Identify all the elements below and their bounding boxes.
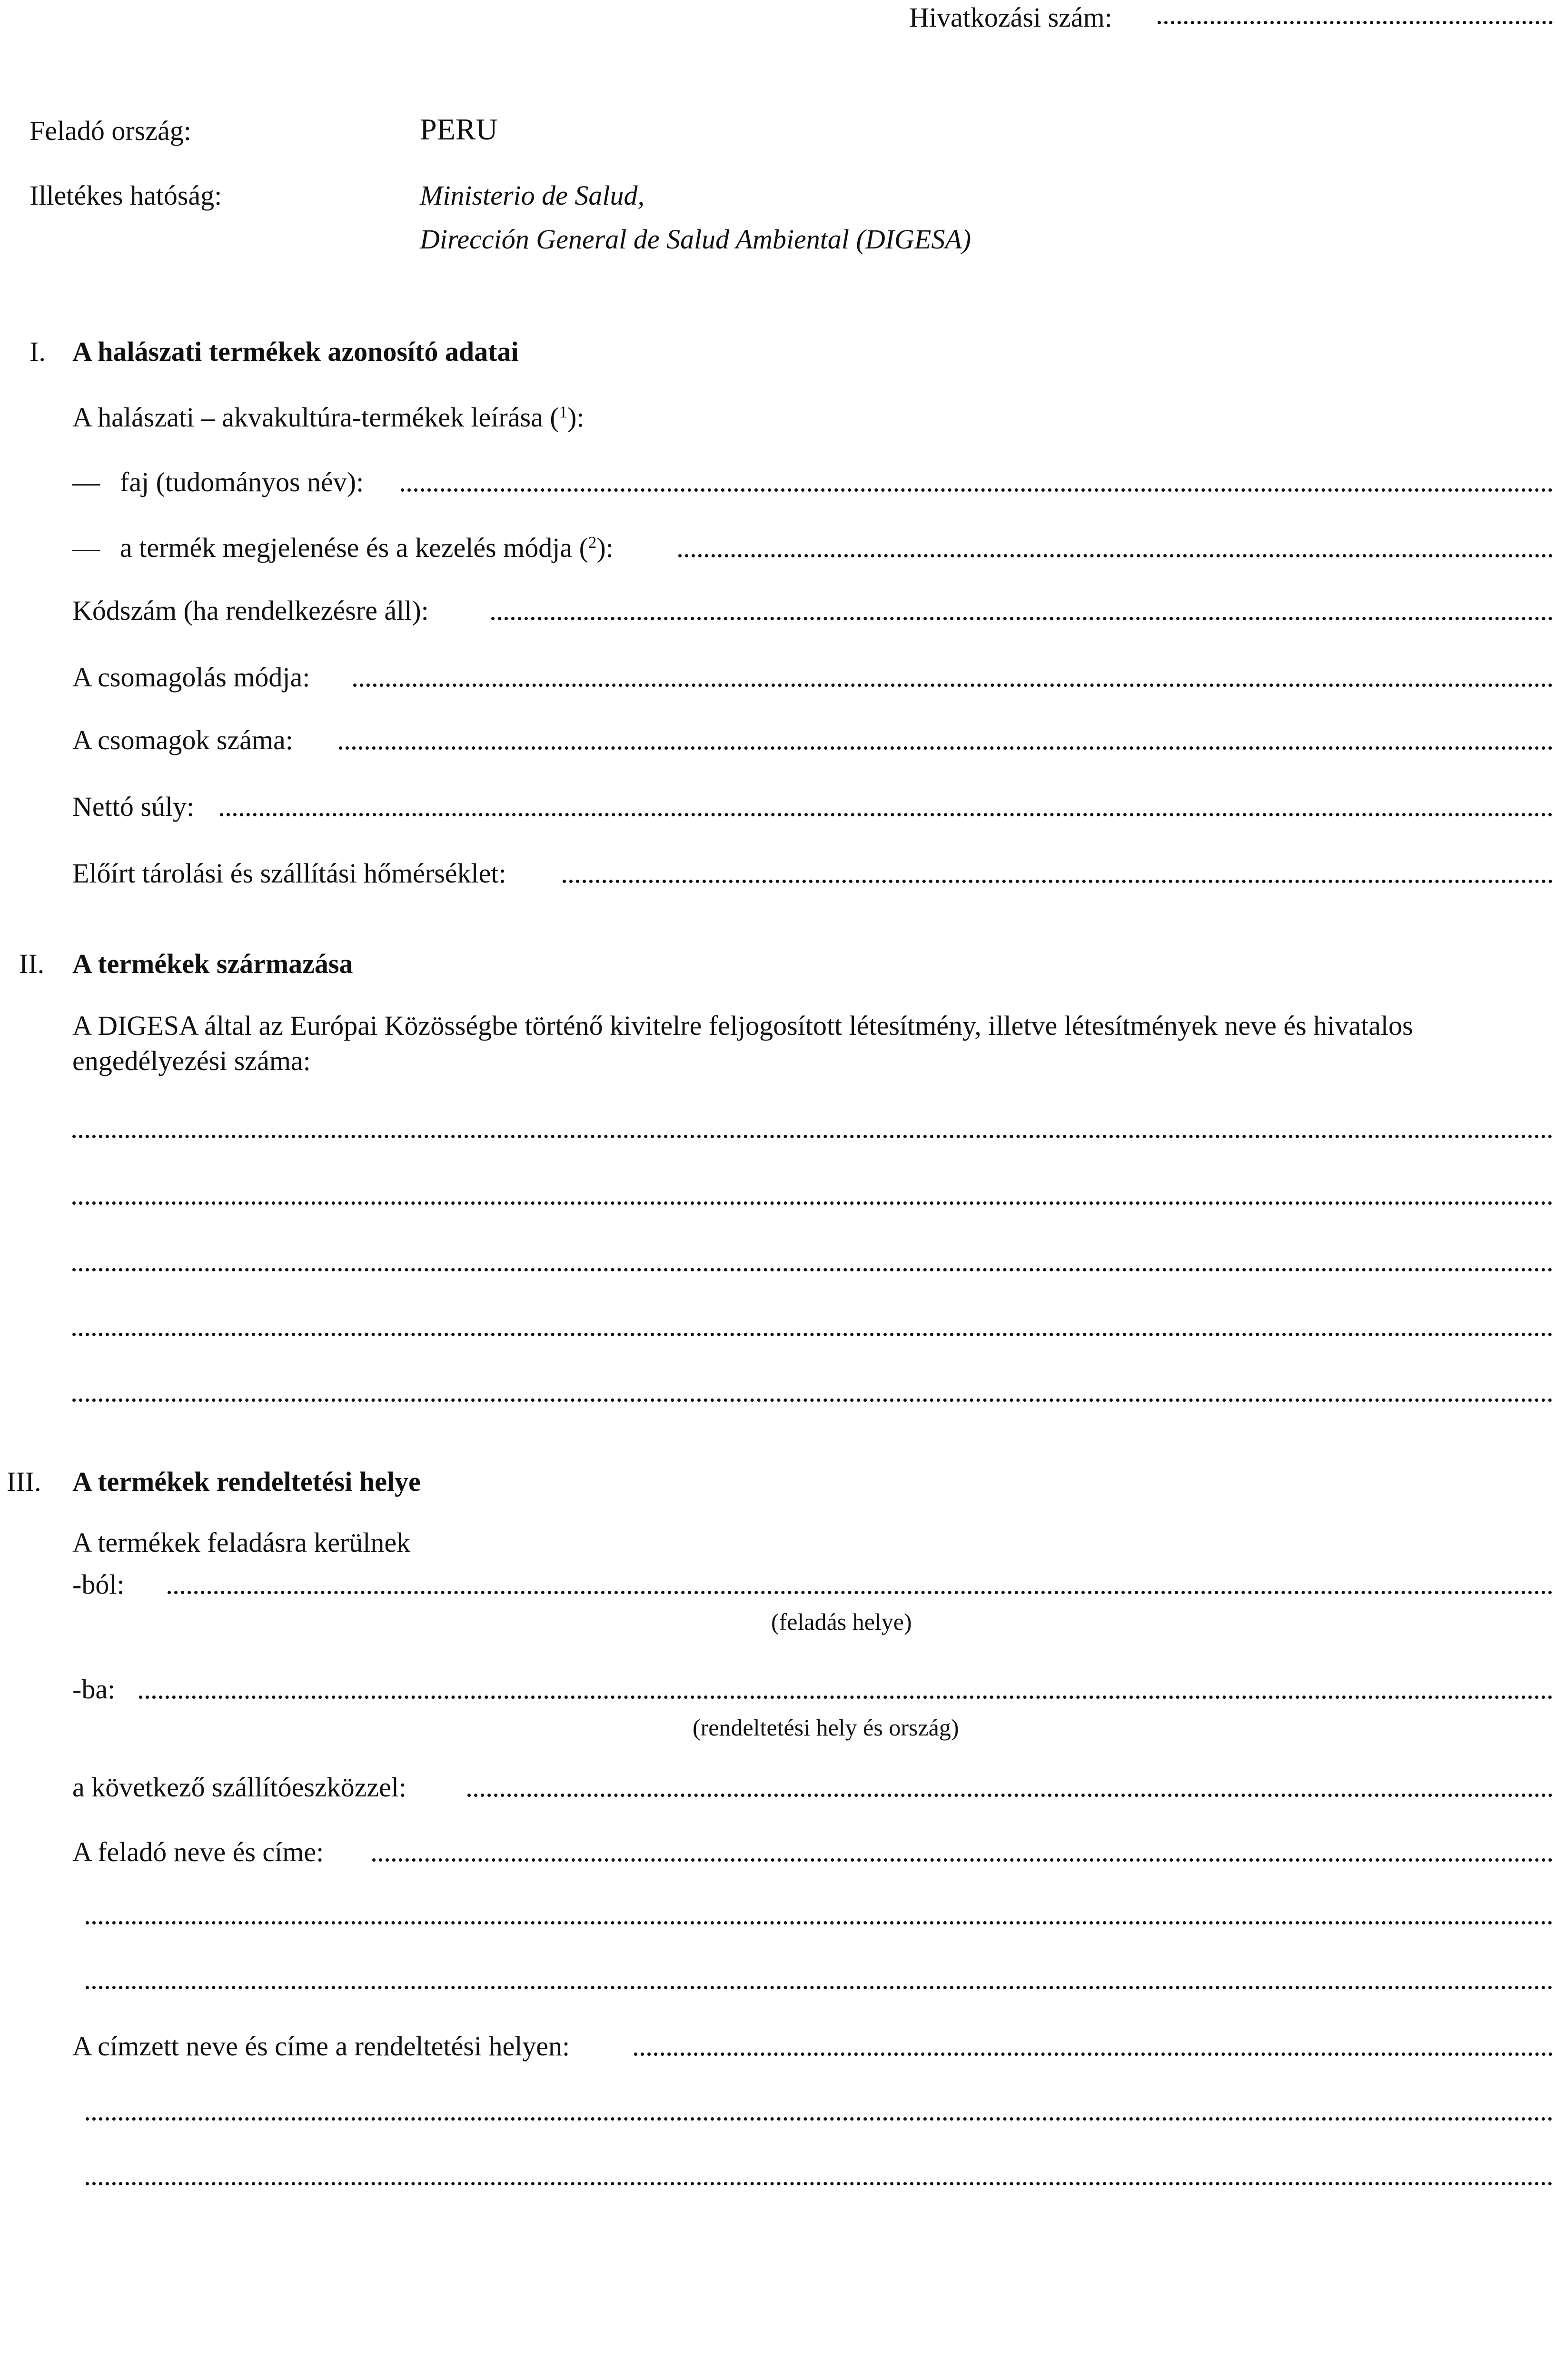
origin-field-line-3[interactable] bbox=[72, 1268, 1553, 1271]
transport-label: a következő szállítóeszközzel: bbox=[72, 1772, 407, 1803]
destination-intro: A termékek feladásra kerülnek bbox=[72, 1527, 411, 1558]
net-weight-field[interactable] bbox=[220, 813, 1553, 816]
consignee-field-line-1[interactable] bbox=[634, 2053, 1553, 2056]
from-field[interactable] bbox=[168, 1591, 1553, 1594]
transport-field[interactable] bbox=[467, 1794, 1553, 1797]
packaging-field[interactable] bbox=[353, 684, 1553, 687]
presentation-label: a termék megjelenése és a kezelés módja ($^2$): bbox=[120, 532, 614, 563]
reference-field[interactable] bbox=[1158, 21, 1553, 24]
consignor-field-line-2[interactable] bbox=[86, 1921, 1553, 1924]
origin-field-line-2[interactable] bbox=[72, 1201, 1553, 1205]
presentation-dash: — bbox=[72, 532, 100, 563]
to-field[interactable] bbox=[139, 1696, 1553, 1699]
temperature-field[interactable] bbox=[563, 880, 1553, 883]
temperature-label: Előírt tárolási és szállítási hőmérséklet: bbox=[72, 858, 506, 889]
sender-country-label: Feladó ország: bbox=[30, 115, 191, 146]
section-3-title: A termékek rendeltetési helye bbox=[72, 1466, 421, 1497]
to-label: -ba: bbox=[72, 1674, 116, 1705]
packages-label: A csomagok száma: bbox=[72, 724, 293, 755]
consignor-field-line-1[interactable] bbox=[372, 1858, 1553, 1862]
species-label: faj (tudományos név): bbox=[120, 466, 364, 497]
presentation-field[interactable] bbox=[678, 554, 1553, 557]
section-3-number: III. bbox=[7, 1466, 41, 1497]
origin-text-line-2: engedélyezési száma: bbox=[72, 1045, 311, 1076]
consignee-field-line-2[interactable] bbox=[86, 2117, 1553, 2121]
origin-field-line-1[interactable] bbox=[72, 1135, 1553, 1138]
consignor-field-line-3[interactable] bbox=[86, 1986, 1553, 1989]
species-field[interactable] bbox=[401, 488, 1553, 492]
code-label: Kódszám (ha rendelkezésre áll): bbox=[72, 595, 429, 626]
code-field[interactable] bbox=[491, 617, 1553, 620]
from-caption: (feladás helye) bbox=[771, 1608, 912, 1635]
net-weight-label: Nettó súly: bbox=[72, 791, 195, 822]
section-1-number: I. bbox=[30, 336, 46, 367]
section-2-number: II. bbox=[19, 948, 45, 979]
consignee-label: A címzett neve és címe a rendeltetési helyen: bbox=[72, 2031, 570, 2062]
to-caption: (rendeltetési hely és ország) bbox=[693, 1714, 959, 1741]
section-2-title: A termékek származása bbox=[72, 948, 353, 979]
consignee-field-line-3[interactable] bbox=[86, 2182, 1553, 2185]
packaging-label: A csomagolás módja: bbox=[72, 662, 310, 693]
reference-label: Hivatkozási szám: bbox=[909, 2, 1112, 33]
sender-country-value: PERU bbox=[420, 112, 498, 146]
description-label: A halászati – akvakultúra-termékek leírása ($^1$): bbox=[72, 402, 585, 433]
origin-text-line-1: A DIGESA által az Európai Közösségbe történő kivitelre feljogosított létesítmény, illetve létesítmények neve és hivatalos bbox=[72, 1010, 1413, 1041]
origin-field-line-4[interactable] bbox=[72, 1333, 1553, 1336]
packages-field[interactable] bbox=[339, 746, 1553, 750]
species-dash: — bbox=[72, 466, 100, 497]
from-label: -ból: bbox=[72, 1569, 125, 1600]
consignor-label: A feladó neve és címe: bbox=[72, 1836, 324, 1867]
authority-label: Illetékes hatóság: bbox=[30, 180, 222, 211]
authority-line-1: Ministerio de Salud, bbox=[420, 180, 645, 211]
origin-field-line-5[interactable] bbox=[72, 1398, 1553, 1402]
authority-line-2: Dirección General de Salud Ambiental (DIGESA) bbox=[420, 224, 971, 255]
section-1-title: A halászati termékek azonosító adatai bbox=[72, 336, 519, 367]
